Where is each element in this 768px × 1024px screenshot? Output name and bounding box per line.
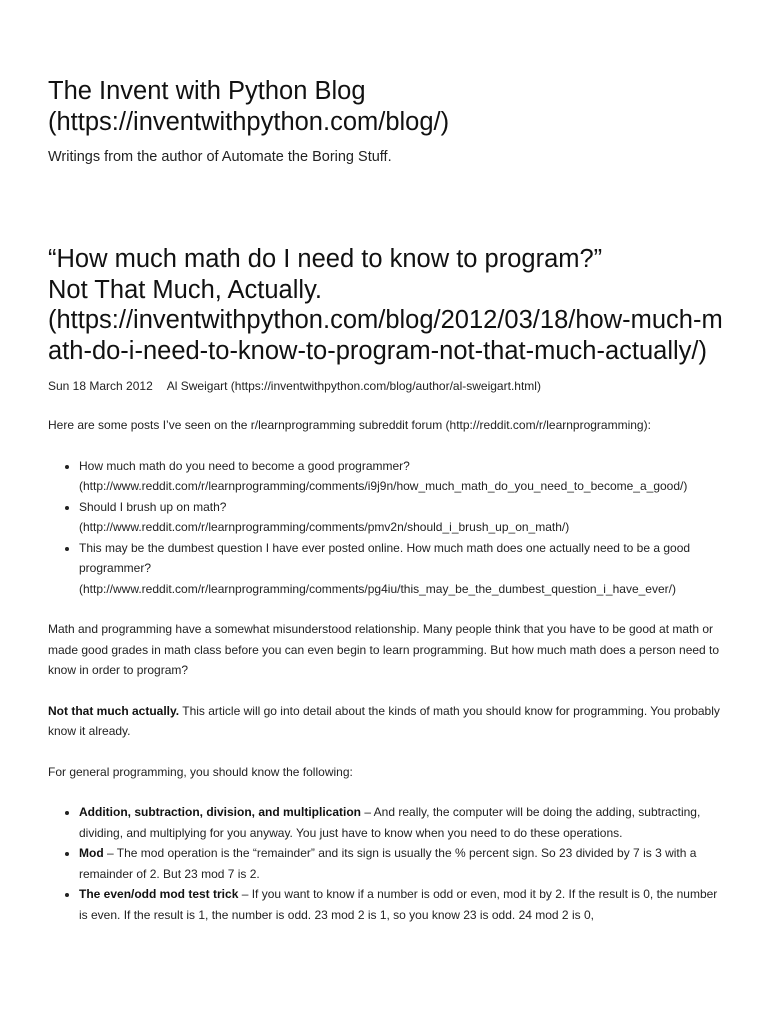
- not-much-paragraph: [48, 701, 728, 742]
- forum-post-title[interactable]: This may be the dumbest question I have ever posted online. How much math does one actually need to be a good programmer?: [79, 540, 691, 575]
- post-title-url[interactable]: (https://inventwithpython.com/blog/2012/03/18/how-much-math-do-i-need-to-know-to-program-not-that-much-actually/): [48, 306, 723, 365]
- math-topic-item: [79, 843, 728, 884]
- forum-post-url[interactable]: (http://www.reddit.com/r/learnprogramming/comments/pmv2n/should_i_brush_up_on_math/): [79, 520, 570, 534]
- post-author-url[interactable]: (https://inventwithpython.com/blog/author/al-sweigart.html): [230, 379, 541, 393]
- blog-title-link[interactable]: [48, 77, 449, 136]
- math-topic-term: Addition, subtraction, division, and multiplication: [79, 805, 361, 819]
- post-title-line1[interactable]: “How much math do I need to know to program?”: [48, 245, 603, 273]
- post-date: Sun 18 March 2012: [48, 379, 153, 393]
- forum-post-link[interactable]: [79, 541, 690, 596]
- blog-url[interactable]: (https://inventwithpython.com/blog/): [48, 108, 450, 136]
- blog-tagline: Writings from the author of Automate the Boring Stuff.: [48, 149, 392, 165]
- subreddit-link[interactable]: (http://reddit.com/r/learnprogramming): [445, 418, 648, 432]
- post-meta: [48, 377, 728, 395]
- math-topic-desc: – The mod operation is the “remainder” and its sign is usually the % percent sign. So 23 divided by 7 is 3 with a remainder of 2. But 23 mod 7 is 2.: [79, 846, 697, 881]
- math-topic-term: The even/odd mod test trick: [79, 887, 239, 901]
- post-author[interactable]: Al Sweigart: [166, 379, 228, 393]
- forum-post-link[interactable]: [79, 459, 687, 494]
- intro-text: Here are some posts I’ve seen on the r/learnprogramming subreddit forum: [48, 418, 446, 432]
- math-topic-term: Mod: [79, 846, 104, 860]
- intro-paragraph: [48, 415, 728, 436]
- math-topic-list: [48, 802, 728, 925]
- post-title[interactable]: [48, 244, 728, 366]
- blog-post: [48, 244, 728, 925]
- blog-header: [48, 76, 728, 167]
- math-topic-desc: – If you want to know if a number is odd or even, mod it by 2. If the result is 0, the number is even. If the result is 1, the number is odd. 23 mod 2 is 1, so you know 23 is odd. 24 mod 2 is 0,: [79, 887, 718, 922]
- math-topic-item: [79, 884, 728, 925]
- forum-post-link[interactable]: [79, 500, 569, 535]
- forum-post-item[interactable]: [79, 538, 728, 600]
- not-much-bold: Not that much actually.: [48, 703, 180, 718]
- forum-post-title[interactable]: Should I brush up on math?: [79, 499, 227, 514]
- post-title-line2[interactable]: Not That Much, Actually.: [48, 275, 323, 304]
- forum-post-url[interactable]: (http://www.reddit.com/r/learnprogramming/comments/pg4iu/this_may_be_the_dumbest_question_i_have_ever/): [79, 581, 676, 596]
- post-title-link[interactable]: [48, 245, 723, 365]
- post-author-link[interactable]: [167, 379, 541, 393]
- forum-post-url[interactable]: (http://www.reddit.com/r/learnprogramming/comments/i9j9n/how_much_math_do_you_need_to_become_a_good/): [79, 479, 688, 493]
- forum-post-title[interactable]: How much math do you need to become a good programmer?: [79, 458, 410, 473]
- math-topic-desc: – And really, the computer will be doing the adding, subtracting, dividing, and multiplying for you anyway. You just have to know when you need to do these operations.: [79, 805, 701, 840]
- forum-post-item[interactable]: [79, 497, 728, 538]
- intro-end: :: [647, 418, 651, 432]
- general-paragraph: For general programming, you should know the following:: [48, 764, 353, 779]
- relationship-paragraph: Math and programming have a somewhat misunderstood relationship. Many people think that you have to be good at math or made good grades in math class before you can even begin to learn programming. But how much math does a person need to know in order to program?: [48, 622, 720, 677]
- blog-title-text[interactable]: The Invent with Python Blog: [48, 77, 366, 105]
- math-topic-item: [79, 802, 728, 843]
- blog-title[interactable]: [48, 76, 728, 138]
- forum-post-list: [48, 456, 728, 600]
- not-much-text: This article will go into detail about the kinds of math you should know for programming. You probably know it already.: [48, 703, 720, 738]
- forum-post-item[interactable]: [79, 456, 728, 497]
- post-content: [48, 415, 728, 925]
